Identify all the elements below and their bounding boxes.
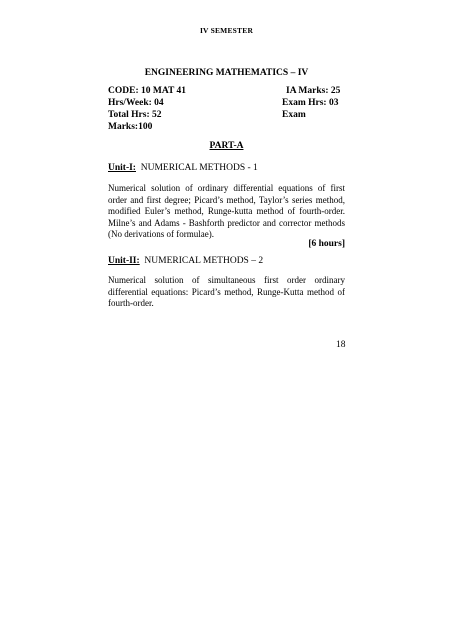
unit-2-title: NUMERICAL METHODS – 2 — [144, 256, 264, 266]
course-meta-left — [108, 85, 186, 133]
hours-per-week: Hrs/Week: 04 — [108, 98, 164, 108]
exam-hours: Exam Hrs: 03 — [282, 98, 339, 108]
unit-1-hours: [6 hours] — [308, 239, 345, 249]
exam-label: Exam — [282, 110, 306, 120]
part-heading: PART-A — [209, 141, 244, 151]
course-code: CODE: 10 MAT 41 — [108, 86, 187, 96]
ia-marks: IA Marks: 25 — [286, 86, 341, 96]
unit-1-label: Unit-I: — [108, 163, 136, 173]
unit-1-description: Numerical solution of ordinary differential equations of first order and first degree; Picard’s method, Taylor’s series method, modified Euler’s method, Runge-kutta method of fourth-order. Milne’s and Adams - Bashforth predictor and corrector methods (No derivations of formulae). — [108, 183, 345, 239]
course-title: ENGINEERING MATHEMATICS – IV — [144, 68, 309, 78]
course-meta-right — [282, 85, 340, 121]
total-hours: Total Hrs: 52 — [108, 110, 162, 120]
unit-2-label: Unit-II: — [108, 256, 140, 266]
total-marks: Marks:100 — [108, 122, 153, 132]
unit-2-description: Numerical solution of simultaneous first order ordinary differential equations: Picard’s method, Runge-Kutta method of fourth-order. — [108, 275, 345, 308]
unit-1-heading — [108, 163, 258, 173]
unit-1-title: NUMERICAL METHODS - 1 — [140, 163, 258, 173]
semester-header: IV SEMESTER — [199, 26, 254, 35]
unit-2-heading — [108, 256, 263, 266]
page-number: 18 — [336, 340, 346, 350]
